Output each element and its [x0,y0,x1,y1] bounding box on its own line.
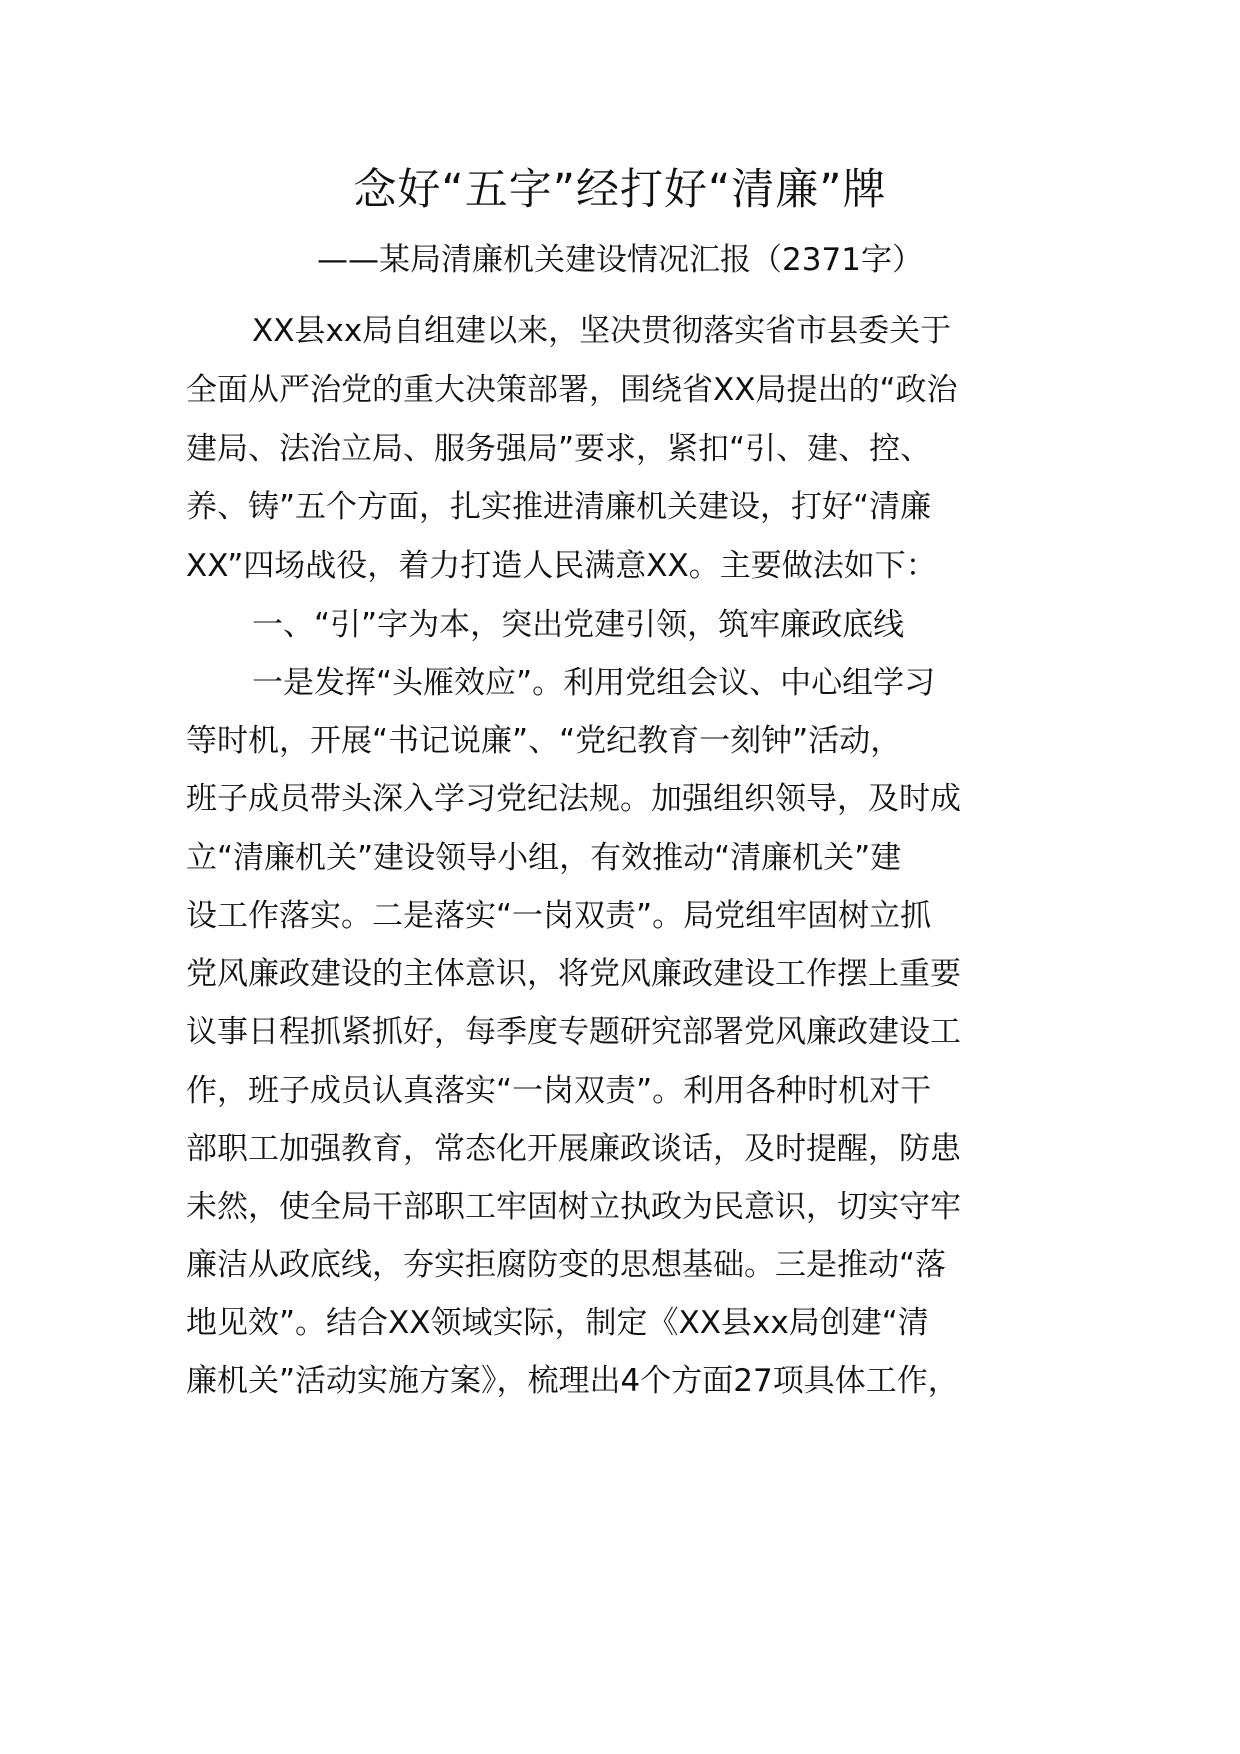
paragraph-line: 廉机关”活动实施方案》，梳理出4个方面27项具体工作， [186,1363,959,1399]
paragraph-line: 全面从严治党的重大决策部署，围绕省XX局提出的“政治 [186,372,958,408]
paragraph-line: 议事日程抓紧抓好，每季度专题研究部署党风廉政建设工 [186,1014,961,1050]
paragraph-line: XX”四场战役，着力打造人民满意XX。主要做法如下： [186,548,937,584]
paragraph-line: 未然，使全局干部职工牢固树立执政为民意识，切实守牢 [186,1189,961,1225]
paragraph-line: 地见效”。结合XX领域实际，制定《XX县xx局创建“清 [186,1305,929,1341]
paragraph-line: 班子成员带头深入学习党纪法规。加强组织领导，及时成 [186,781,961,817]
document-title: 念好“五字”经打好“清廉”牌 [353,165,887,215]
paragraph-line: 一是发挥“头雁效应”。利用党组会议、中心组学习 [252,665,936,701]
paragraph-line: 部职工加强教育，常态化开展廉政谈话，及时提醒，防患 [186,1131,961,1167]
paragraph-line: 廉洁从政底线，夯实拒腐防变的思想基础。三是推动“落 [186,1247,947,1283]
paragraph-line: XX县xx局自组建以来，坚决贯彻落实省市县委关于 [252,313,952,349]
paragraph-line: 设工作落实。二是落实“一岗双责”。局党组牢固树立抓 [186,898,932,934]
paragraph-line: 作，班子成员认真落实“一岗双责”。利用各种时机对干 [186,1073,932,1109]
section-heading: 一、“引”字为本，突出党建引领，筑牢廉政底线 [252,607,905,643]
paragraph-line: 养、铸”五个方面，扎实推进清廉机关建设，打好“清廉 [186,489,932,525]
document-subtitle: ——某局清廉机关建设情况汇报（2371字） [317,242,923,278]
paragraph-line: 立“清廉机关”建设领导小组，有效推动“清廉机关”建 [186,840,902,876]
paragraph-line: 建局、法治立局、服务强局”要求，紧扣“引、建、控、 [186,431,932,467]
paragraph-line: 党风廉政建设的主体意识，将党风廉政建设工作摆上重要 [186,956,961,992]
paragraph-line: 等时机，开展“书记说廉”、“党纪教育一刻钟”活动， [186,723,902,759]
